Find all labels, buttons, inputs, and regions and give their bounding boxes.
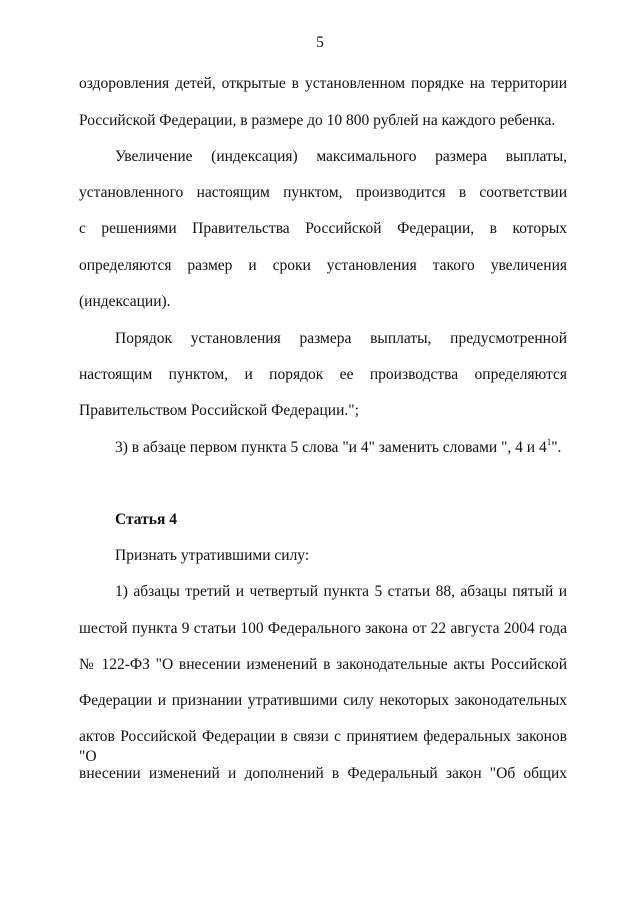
- text-line: определяются размер и сроки установления такого увеличения: [79, 257, 567, 274]
- text-line: Федерации и признании утратившими силу некоторых законодательных: [79, 692, 567, 709]
- text-line: Увеличение (индексация) максимального размера выплаты,: [115, 148, 567, 165]
- text-line: внесении изменений и дополнений в Федеральный закон "Об общих: [79, 765, 567, 782]
- item-3-text: 3) в абзаце первом пункта 5 слова "и 4" заменить словами ", 4 и 4: [115, 439, 547, 456]
- text-line: (индексации).: [79, 293, 171, 310]
- text-line: настоящим пунктом, и порядок ее производства определяются: [79, 366, 567, 383]
- page-number: 5: [316, 34, 324, 51]
- item-3-line: [115, 438, 567, 458]
- article-intro: Признать утратившими силу:: [115, 547, 310, 564]
- item-3-end: ".: [551, 439, 562, 456]
- text-line: оздоровления детей, открытые в установленном порядке на территории: [79, 75, 567, 92]
- text-line: Российской Федерации, в размере до 10 800 рублей на каждого ребенка.: [79, 112, 556, 129]
- text-line: установленного настоящим пунктом, производится в соответствии: [79, 184, 567, 201]
- text-line: 1) абзацы третий и четвертый пункта 5 статьи 88, абзацы пятый и: [115, 583, 567, 600]
- text-line: Порядок установления размера выплаты, предусмотренной: [115, 330, 567, 347]
- text-line: шестой пункта 9 статьи 100 Федерального закона от 22 августа 2004 года: [79, 620, 567, 637]
- superscript: 1: [546, 437, 552, 447]
- text-line: актов Российской Федерации в связи с принятием федеральных законов "О: [79, 728, 567, 765]
- text-line: Правительством Российской Федерации.";: [79, 402, 359, 419]
- text-line: № 122-ФЗ "О внесении изменений в законодательные акты Российской: [79, 656, 567, 673]
- article-title: Статья 4: [115, 511, 177, 528]
- text-line: с решениями Правительства Российской Федерации, в которых: [79, 220, 567, 237]
